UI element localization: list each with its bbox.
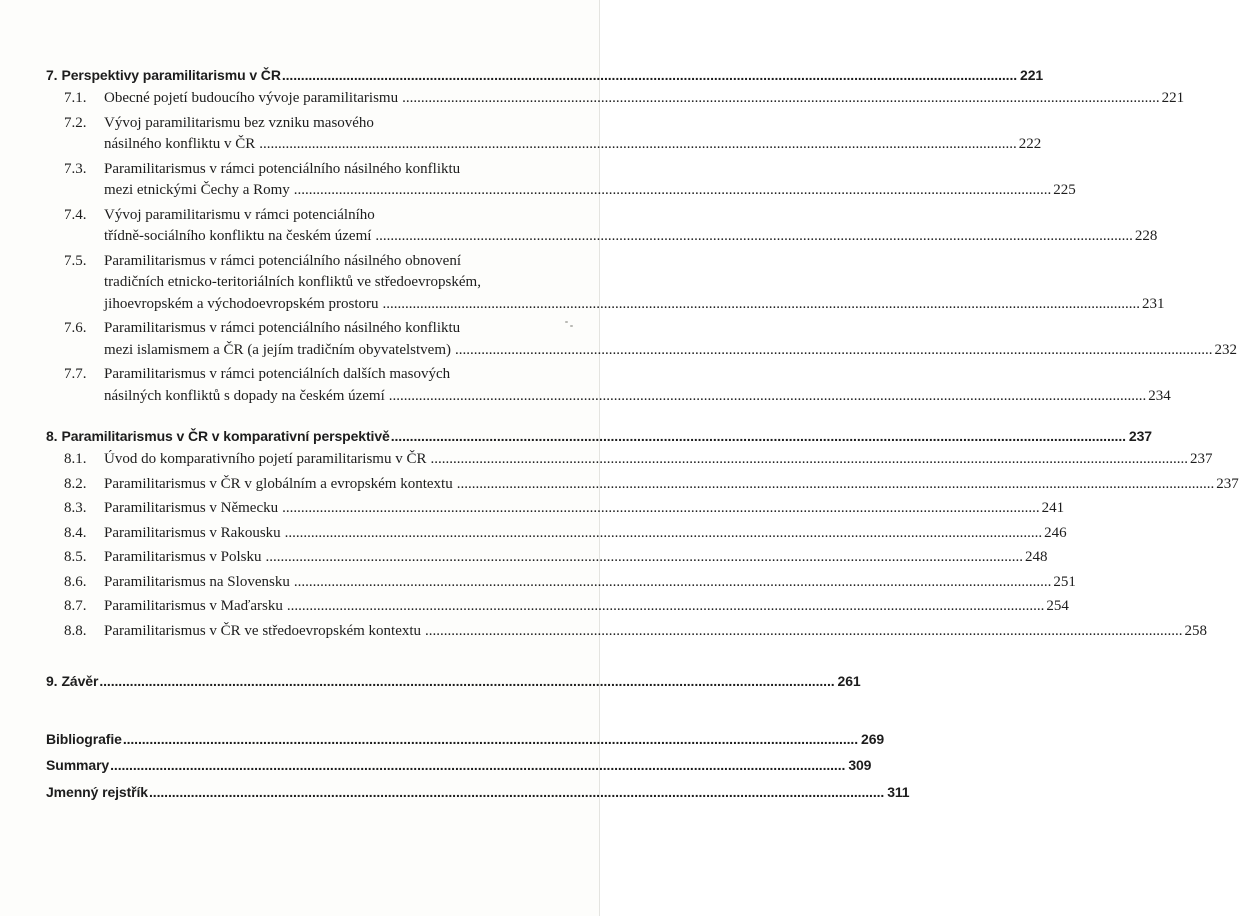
- chapter-title: Perspektivy paramilitarismu v ČR: [61, 67, 281, 83]
- section-title-line: třídně-sociálního konfliktu na českém území: [104, 228, 372, 244]
- section-title-line: Paramilitarismus v Polsku: [104, 549, 262, 565]
- section-title-line: Paramilitarismus v rámci potenciálního násilného konfliktu: [104, 160, 461, 177]
- section-title-line: Paramilitarismus v rámci potenciálních dalších masových: [104, 366, 451, 382]
- dot-leader: [259, 134, 1017, 156]
- section-title-line: Paramilitarismus v Rakousku: [104, 524, 281, 541]
- dot-leader: [425, 621, 1183, 643]
- dot-leader: [375, 226, 1133, 248]
- dot-leader: [282, 498, 1040, 520]
- section-number: 7.4.: [64, 206, 87, 223]
- toc-section-7-4: [63, 205, 1158, 248]
- toc-section-7-1: [63, 88, 1185, 110]
- dot-leader: [282, 64, 1017, 86]
- dot-leader: [391, 425, 1126, 447]
- section-title-line: Vývoj paramilitarismu bez vzniku masového: [104, 114, 374, 131]
- section-page-number: 232: [1214, 341, 1237, 358]
- section-page-number: 237: [1189, 451, 1213, 467]
- toc-chapter-8-sections: [63, 449, 1239, 642]
- toc-chapter-7-sections: [63, 88, 1237, 407]
- toc-section-8-5: [63, 547, 1048, 569]
- dot-leader: [266, 547, 1024, 569]
- section-number: 7.7.: [64, 366, 87, 382]
- chapter-title: Závěr: [61, 673, 99, 689]
- section-page-number: 254: [1046, 598, 1069, 614]
- section-title-line: Paramilitarismus v ČR ve středoevropském kontextu: [104, 622, 422, 639]
- section-page-number: 221: [1161, 90, 1185, 106]
- dot-leader: [457, 474, 1215, 496]
- toc-chapter-7: [46, 64, 1044, 86]
- dot-leader: [383, 294, 1141, 316]
- section-title-line: Paramilitarismus v Maďarsku: [104, 598, 283, 614]
- section-number: 7.6.: [64, 320, 87, 336]
- section-page-number: 234: [1148, 387, 1171, 404]
- section-page-number: 258: [1184, 622, 1208, 639]
- section-title-line: Vývoj paramilitarismu v rámci potenciálního: [104, 206, 375, 223]
- backmatter-page-number: 269: [861, 731, 885, 747]
- dot-leader: [285, 523, 1043, 545]
- dot-leader: [402, 88, 1160, 110]
- section-page-number: 231: [1142, 295, 1165, 312]
- dot-leader: [110, 752, 845, 778]
- section-page-number: 251: [1053, 573, 1076, 590]
- section-title-line: Paramilitarismus v rámci potenciálního násilného obnovení: [104, 252, 462, 269]
- toc-section-8-4: [63, 523, 1067, 545]
- toc-section-8-8: [63, 621, 1208, 643]
- dot-leader: [294, 572, 1052, 594]
- section-page-number: 222: [1018, 136, 1042, 152]
- section-number: 7.5.: [64, 252, 87, 269]
- toc-chapter-9: [46, 670, 861, 692]
- section-title-line: násilného konfliktu v ČR: [104, 136, 256, 152]
- chapter-number: 9.: [46, 673, 58, 689]
- section-number: 8.5.: [64, 549, 87, 565]
- section-title-line: Obecné pojetí budoucího vývoje paramilitarismu: [104, 90, 399, 106]
- toc-section-7-6: [63, 318, 1237, 361]
- section-title-line: Paramilitarismus na Slovensku: [104, 573, 290, 590]
- toc-chapter-8: [46, 425, 1152, 447]
- dot-leader: [294, 180, 1052, 202]
- section-title-line: násilných konfliktů s dopady na českém území: [104, 387, 385, 404]
- chapter-number: 7.: [46, 67, 58, 83]
- toc-name-index: [46, 778, 910, 806]
- toc-section-7-7: [63, 364, 1171, 407]
- dot-leader: [149, 778, 884, 806]
- dot-leader: [99, 670, 834, 692]
- section-number: 7.2.: [64, 114, 87, 131]
- toc-section-8-1: [63, 449, 1213, 471]
- toc-summary: [46, 752, 872, 778]
- dot-leader: [389, 386, 1147, 408]
- toc-section-8-3: [63, 498, 1065, 520]
- backmatter-title: Summary: [46, 757, 110, 773]
- section-number: 8.7.: [64, 598, 87, 614]
- section-number: 7.3.: [64, 160, 87, 177]
- table-of-contents: [46, 60, 1239, 806]
- section-title-line: tradičních etnicko-teritoriálních konfliktů ve středoevropském,: [104, 274, 481, 290]
- section-number: 8.8.: [64, 622, 87, 639]
- section-page-number: 225: [1053, 182, 1076, 198]
- section-title-line: Paramilitarismus v rámci potenciálního násilného konfliktu: [104, 320, 461, 336]
- section-page-number: 248: [1025, 549, 1048, 565]
- backmatter-page-number: 311: [887, 784, 910, 800]
- dot-leader: [287, 596, 1045, 618]
- section-page-number: 246: [1044, 524, 1067, 541]
- section-title-line: Úvod do komparativního pojetí paramilitarismu v ČR: [104, 451, 427, 467]
- section-number: 8.2.: [64, 475, 87, 492]
- toc-section-7-5: [63, 251, 1165, 316]
- toc-section-7-3: [63, 159, 1076, 202]
- section-page-number: 228: [1134, 228, 1158, 244]
- backmatter-title: Bibliografie: [46, 731, 122, 747]
- backmatter-title: Jmenný rejstřík: [46, 784, 148, 800]
- chapter-page-number: 237: [1128, 428, 1152, 444]
- toc-section-8-7: [63, 596, 1069, 618]
- section-page-number: 237: [1216, 475, 1239, 492]
- dot-leader: [430, 449, 1188, 471]
- dot-leader: [455, 340, 1213, 362]
- section-title-line: mezi etnickými Čechy a Romy: [104, 182, 290, 198]
- chapter-title: Paramilitarismus v ČR v komparativní perspektivě: [61, 428, 390, 444]
- section-page-number: 241: [1041, 500, 1065, 516]
- section-title-line: mezi islamismem a ČR (a jejím tradičním obyvatelstvem): [104, 341, 451, 358]
- dot-leader: [123, 726, 858, 752]
- section-title-line: jihoevropském a východoevropském prostoru: [104, 295, 379, 312]
- section-number: 7.1.: [64, 90, 87, 106]
- section-title-line: Paramilitarismus v Německu: [104, 500, 279, 516]
- toc-section-8-6: [63, 572, 1076, 594]
- chapter-page-number: 221: [1020, 67, 1044, 83]
- section-number: 8.1.: [64, 451, 87, 467]
- toc-section-7-2: [63, 113, 1042, 156]
- section-number: 8.6.: [64, 573, 87, 590]
- section-title-line: Paramilitarismus v ČR v globálním a evropském kontextu: [104, 475, 453, 492]
- toc-section-8-2: [63, 474, 1239, 496]
- backmatter-page-number: 309: [848, 757, 872, 773]
- section-number: 8.3.: [64, 500, 87, 516]
- section-number: 8.4.: [64, 524, 87, 541]
- chapter-number: 8.: [46, 428, 58, 444]
- toc-bibliography: [46, 726, 885, 752]
- chapter-page-number: 261: [837, 673, 861, 689]
